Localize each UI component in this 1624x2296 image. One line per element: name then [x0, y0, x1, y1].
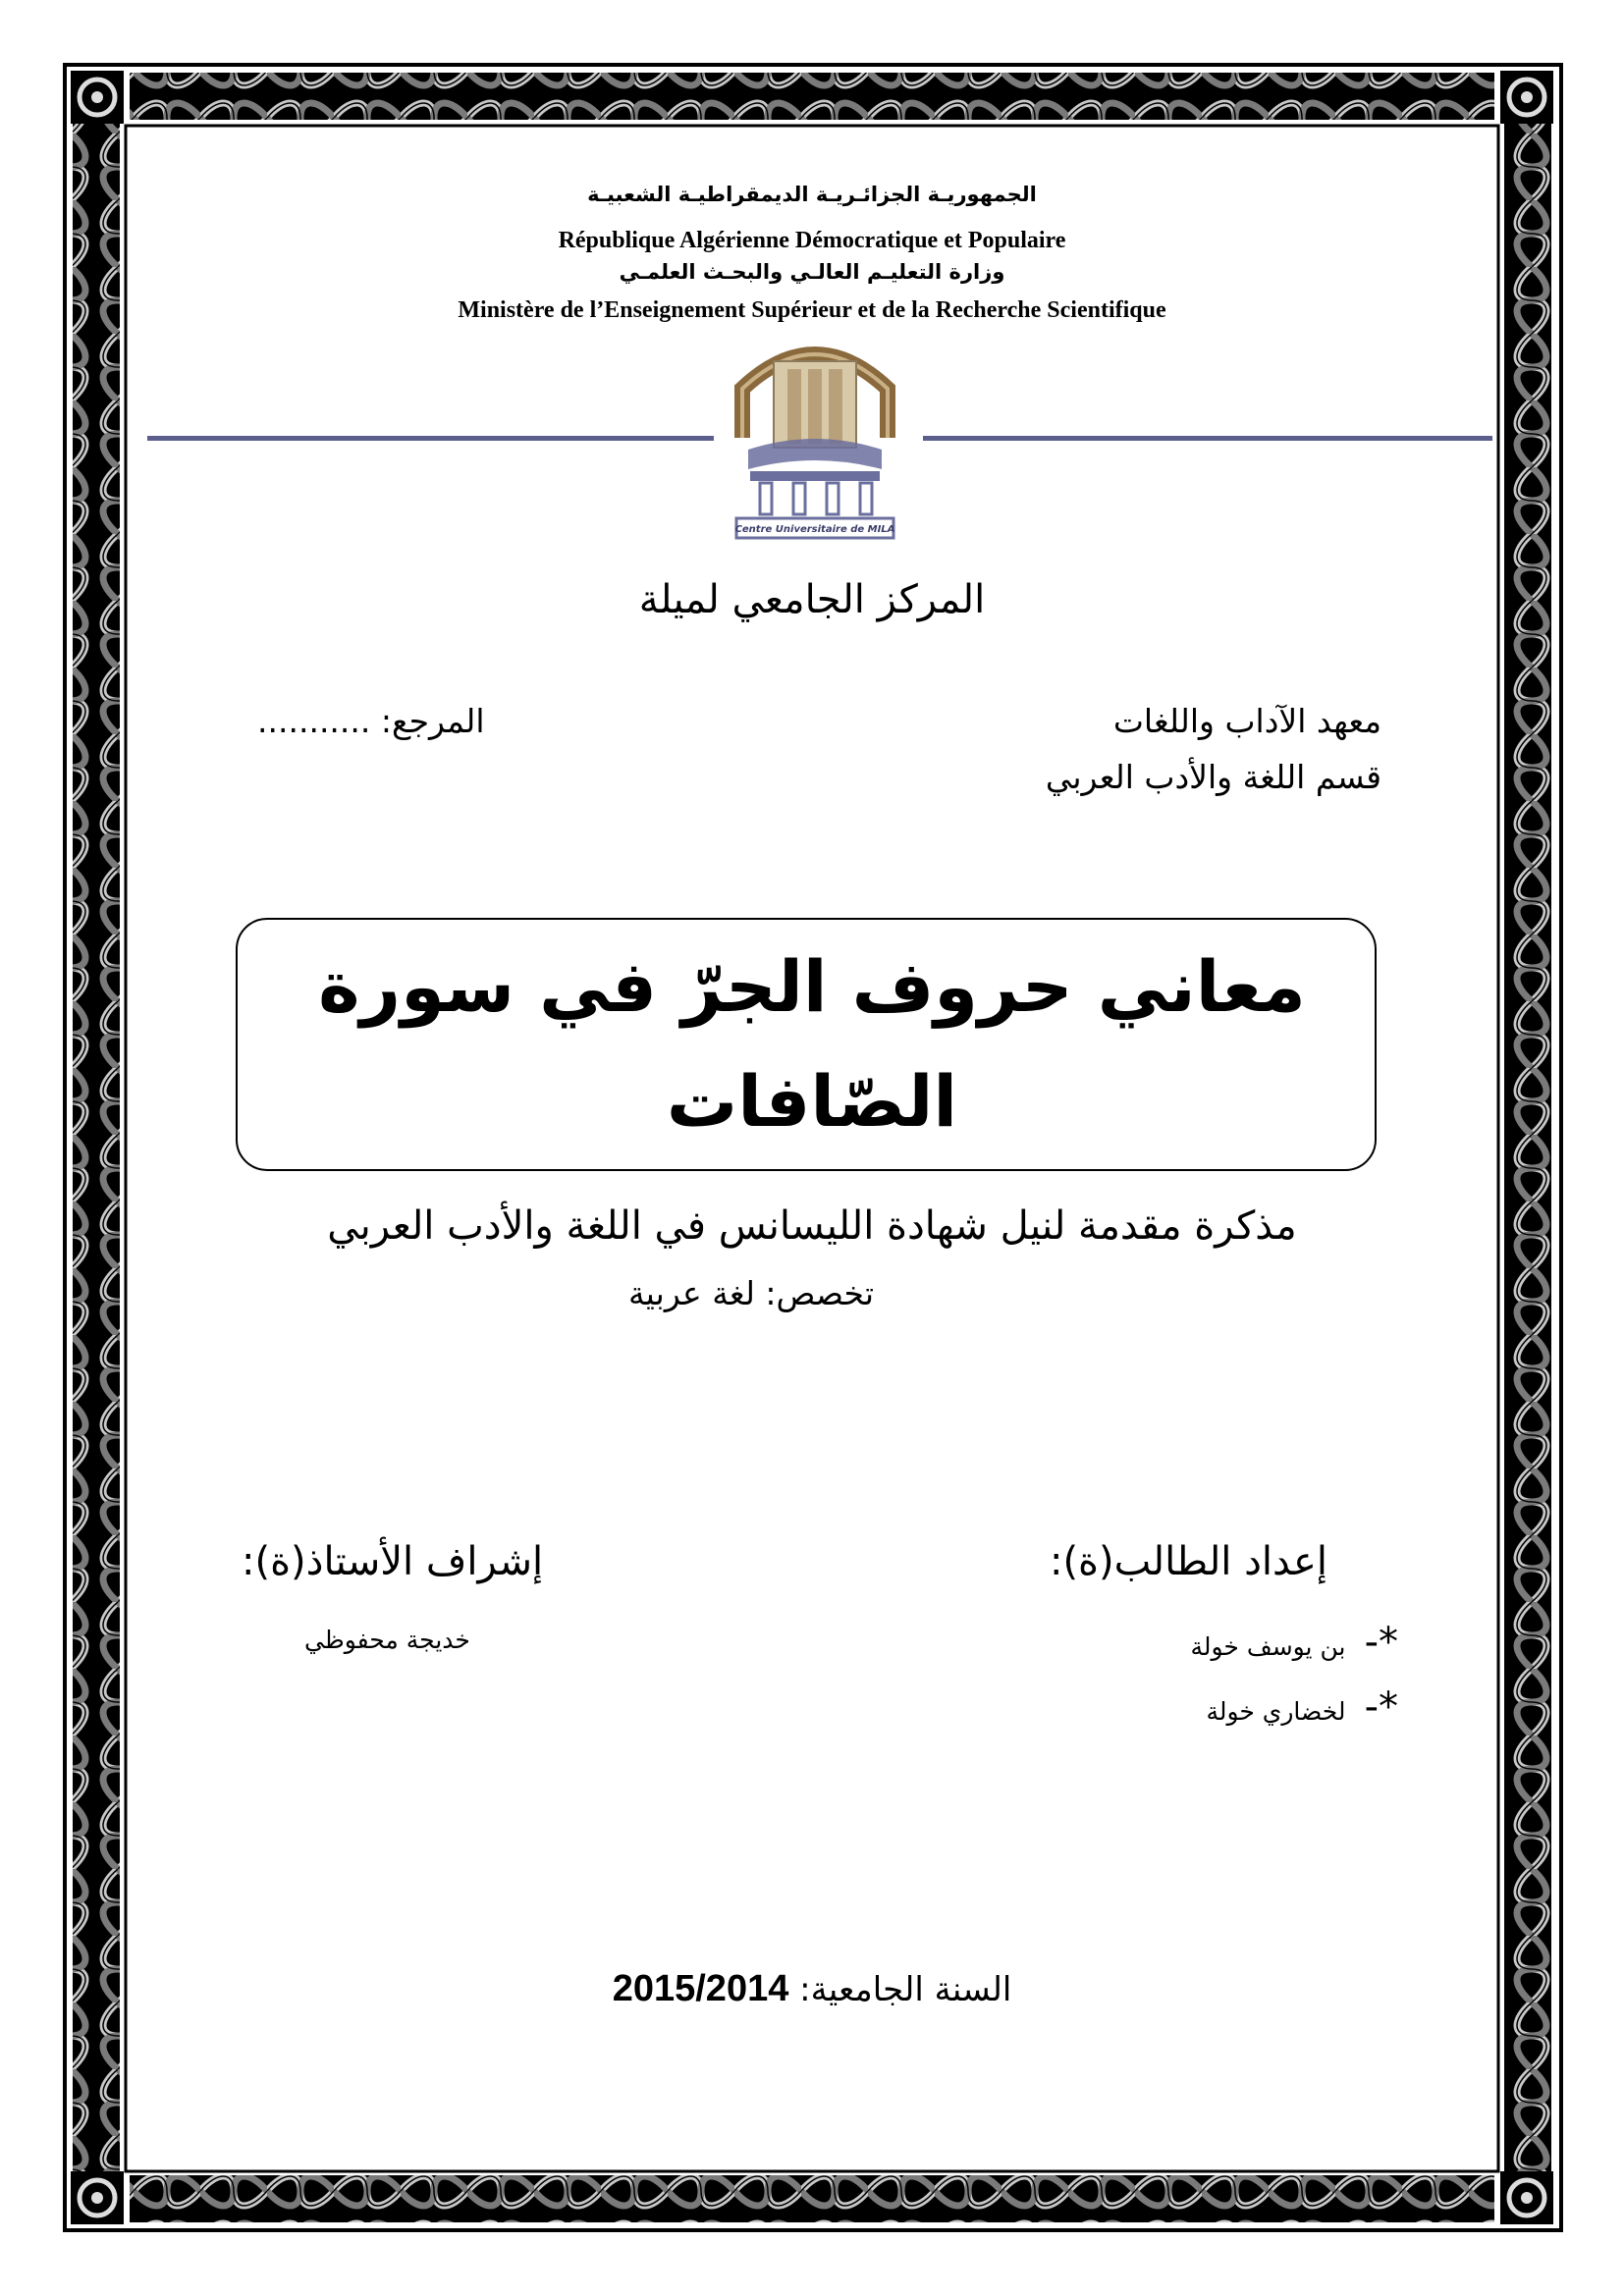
header-rule-right: [923, 436, 1492, 441]
student-name: لخضاري خولة: [1206, 1697, 1346, 1726]
academic-year: [0, 1968, 1624, 2010]
corner-medallion-icon: [1500, 2171, 1553, 2224]
bullet-marker: *-: [1364, 1620, 1398, 1665]
academic-year-value: 2015/2014: [612, 1968, 789, 2009]
thesis-title-line-1: معاني حروف الجرّ في سورة: [318, 945, 1306, 1028]
reference-value: ...........: [257, 702, 371, 740]
reference-field: [257, 702, 484, 740]
corner-medallion-icon: [71, 71, 124, 124]
students-label: إعداد الطالب(ة):: [1049, 1539, 1327, 1584]
thesis-title-line-2: الصّافات: [666, 1060, 958, 1143]
institute-name: معهد الآداب واللغات: [1112, 702, 1381, 740]
ministry-french: Ministère de l’Enseignement Supérieur et de la Recherche Scientifique: [458, 297, 1166, 323]
reference-label: المرجع:: [380, 702, 485, 740]
academic-year-label: السنة الجامعية:: [799, 1970, 1012, 2009]
supervisor-name: خديجة محفوظي: [304, 1626, 470, 1654]
university-name: المركز الجامعي لميلة: [638, 577, 986, 622]
supervisor-label: إشراف الأستاذ(ة):: [242, 1539, 544, 1584]
student-name: بن يوسف خولة: [1190, 1632, 1346, 1661]
republic-arabic: الجمهوريـة الجزائـريـة الديمقراطيـة الشعبيـة: [587, 183, 1037, 206]
logo-caption: Centre Universitaire de MILA: [734, 524, 895, 535]
degree-statement: مذكرة مقدمة لنيل شهادة الليسانس في اللغة والأدب العربي: [327, 1203, 1297, 1249]
corner-medallion-icon: [1500, 71, 1553, 124]
corner-medallion-icon: [71, 2171, 124, 2224]
department-name: قسم اللغة والأدب العربي: [1045, 758, 1381, 796]
specialty: تخصص: لغة عربية: [627, 1274, 875, 1312]
university-logo: [729, 330, 901, 540]
bullet-marker: *-: [1364, 1684, 1398, 1730]
republic-french: République Algérienne Démocratique et Populaire: [558, 228, 1066, 253]
student-entry: [1190, 1620, 1398, 1665]
header-rule-left: [147, 436, 714, 441]
ministry-arabic: وزارة التعليـم العالـي والبحـث العلمـي: [619, 260, 1005, 284]
student-entry: [1206, 1684, 1398, 1730]
